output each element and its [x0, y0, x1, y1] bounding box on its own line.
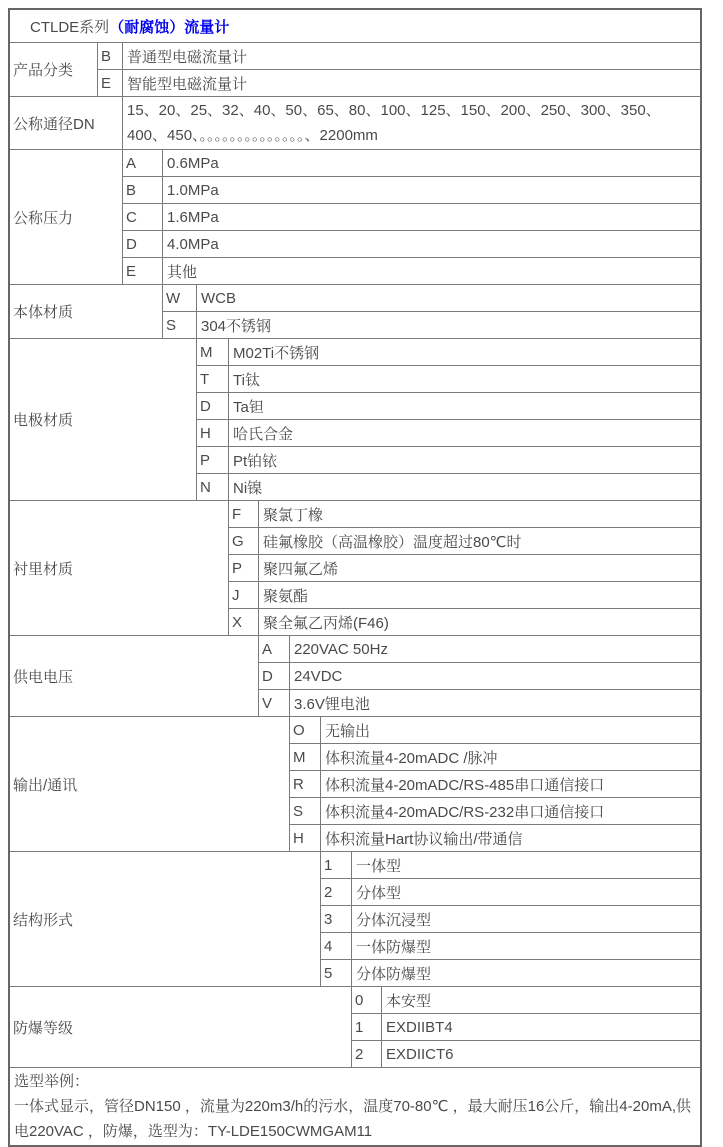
option-desc: 体积流量4-20mADC/RS-232串口通信接口	[325, 803, 605, 821]
option-desc: 普通型电磁流量计	[127, 48, 248, 66]
section-label: 公称压力	[10, 150, 123, 284]
section-nominal-diameter	[10, 96, 700, 149]
section-supply-voltage	[10, 635, 700, 716]
option-desc: 4.0MPa	[167, 235, 219, 253]
option-desc: 分体防爆型	[356, 965, 432, 983]
option-code: 2	[321, 879, 352, 905]
section-label: 结构形式	[10, 852, 321, 986]
option-row	[321, 932, 700, 959]
option-row	[352, 987, 700, 1013]
option-code: F	[229, 501, 259, 527]
option-row	[290, 797, 700, 824]
option-row	[290, 770, 700, 797]
option-code: M	[290, 744, 321, 770]
option-row	[229, 527, 700, 554]
option-row	[229, 554, 700, 581]
option-desc: 聚氨酯	[263, 587, 309, 605]
option-code: H	[290, 825, 321, 851]
option-row	[259, 689, 700, 716]
option-row	[259, 662, 700, 689]
option-row	[163, 311, 700, 338]
option-row	[123, 150, 700, 176]
option-code: 0	[352, 987, 382, 1013]
section-label: 公称通径DN	[10, 97, 123, 149]
option-desc: Ta钽	[233, 398, 264, 416]
option-row	[321, 905, 700, 932]
option-code: V	[259, 690, 290, 716]
option-code: D	[197, 393, 229, 419]
title-highlight-text: （耐腐蚀）流量计	[109, 18, 230, 36]
option-desc: 智能型电磁流量计	[127, 75, 248, 93]
section-label: 输出/通讯	[10, 717, 290, 851]
option-desc: 聚全氟乙丙烯(F46)	[263, 614, 389, 632]
option-code: A	[259, 636, 290, 662]
option-row	[98, 43, 700, 69]
option-desc: 本安型	[386, 992, 432, 1010]
option-row	[197, 446, 700, 473]
option-row	[229, 501, 700, 527]
option-row	[290, 743, 700, 770]
option-code: 2	[352, 1041, 382, 1067]
option-code: 3	[321, 906, 352, 932]
option-code: D	[259, 663, 290, 689]
section-label: 防爆等级	[10, 987, 352, 1067]
option-row	[197, 473, 700, 500]
option-desc: 硅氟橡胶（高温橡胶）温度超过80℃时	[263, 533, 522, 551]
option-desc: 体积流量Hart协议输出/带通信	[325, 830, 523, 848]
option-desc: 1.6MPa	[167, 208, 219, 226]
option-row	[229, 608, 700, 635]
section-label: 电极材质	[10, 339, 197, 500]
option-desc: 3.6V锂电池	[294, 695, 370, 713]
option-code: 4	[321, 933, 352, 959]
option-desc: 体积流量4-20mADC/RS-485串口通信接口	[325, 776, 605, 794]
option-desc: M02Ti不锈钢	[233, 344, 320, 362]
option-row	[321, 852, 700, 878]
option-code: X	[229, 609, 259, 635]
option-code: 1	[321, 852, 352, 878]
example-heading: 选型举例：	[14, 1073, 90, 1090]
option-code: E	[123, 258, 163, 284]
title-series-text: CTLDE系列	[30, 18, 110, 36]
option-row	[123, 257, 700, 284]
section-output-communication	[10, 716, 700, 851]
option-code: A	[123, 150, 163, 176]
option-row	[290, 717, 700, 743]
model-selection-table	[8, 8, 702, 1147]
option-code: T	[197, 366, 229, 392]
option-row	[321, 959, 700, 986]
option-row	[197, 365, 700, 392]
example-text: 一体式显示，管径DN150 ，流量为220m3/h的污水，温度70-80℃ ，最大耐压16公斤，输出4-20mA,供电220VAC ，防爆，选型为：TY-LDE150CWMGAM11	[14, 1098, 691, 1140]
option-code: S	[290, 798, 321, 824]
option-row	[197, 392, 700, 419]
option-desc: WCB	[201, 289, 236, 307]
option-row	[163, 285, 700, 311]
option-desc: Ti钛	[233, 371, 260, 389]
option-desc: 304不锈钢	[201, 317, 272, 335]
option-code: B	[98, 43, 123, 69]
option-row	[352, 1040, 700, 1067]
option-desc: 一体型	[356, 857, 402, 875]
section-explosion-proof-grade	[10, 986, 700, 1067]
section-electrode-material	[10, 338, 700, 500]
option-desc: Ni镍	[233, 479, 263, 497]
option-row	[352, 1013, 700, 1040]
option-code: D	[123, 231, 163, 257]
option-code: M	[197, 339, 229, 365]
section-lining-material	[10, 500, 700, 635]
option-code: C	[123, 204, 163, 230]
option-row	[123, 203, 700, 230]
option-desc: EXDIICT6	[386, 1045, 454, 1063]
option-row	[123, 176, 700, 203]
section-selection-example	[10, 1067, 700, 1145]
option-desc: 聚四氟乙烯	[263, 560, 339, 578]
option-desc: 1.0MPa	[167, 181, 219, 199]
option-row	[197, 419, 700, 446]
section-label: 衬里材质	[10, 501, 229, 635]
option-desc: 无输出	[325, 722, 371, 740]
option-code: P	[197, 447, 229, 473]
option-desc: 220VAC 50Hz	[294, 640, 388, 658]
option-desc: 哈氏合金	[233, 425, 294, 443]
section-label: 供电电压	[10, 636, 259, 716]
option-code: B	[123, 177, 163, 203]
option-row	[290, 824, 700, 851]
section-label: 本体材质	[10, 285, 163, 338]
option-row	[123, 230, 700, 257]
option-row	[98, 69, 700, 96]
option-code: J	[229, 582, 259, 608]
option-code: H	[197, 420, 229, 446]
option-code: O	[290, 717, 321, 743]
option-desc: 一体防爆型	[356, 938, 432, 956]
option-code: E	[98, 70, 123, 96]
option-row	[229, 581, 700, 608]
option-desc: 分体沉浸型	[356, 911, 432, 929]
option-code: N	[197, 474, 229, 500]
option-code: P	[229, 555, 259, 581]
option-desc: 聚氯丁橡	[263, 506, 324, 524]
option-row	[197, 339, 700, 365]
section-label: 产品分类	[10, 43, 98, 96]
diameter-values: 15、20、25、32、40、50、65、80、100、125、150、200、250、300、350、400、450、。。。。。。。。。。。。。。、2200mm	[127, 102, 661, 144]
option-row	[321, 878, 700, 905]
option-desc: 其他	[167, 263, 198, 281]
option-row	[259, 636, 700, 662]
option-code: W	[163, 285, 197, 311]
section-body-material	[10, 284, 700, 338]
option-code: S	[163, 312, 197, 338]
option-code: R	[290, 771, 321, 797]
section-structure-type	[10, 851, 700, 986]
option-code: 1	[352, 1014, 382, 1040]
option-desc: EXDIIBT4	[386, 1018, 453, 1036]
option-desc: 体积流量4-20mADC /脉冲	[325, 749, 498, 767]
option-desc: 分体型	[356, 884, 402, 902]
table-title	[10, 10, 700, 42]
option-code: 5	[321, 960, 352, 986]
section-nominal-pressure	[10, 149, 700, 284]
option-code: G	[229, 528, 259, 554]
option-desc: Pt铂铱	[233, 452, 278, 470]
option-desc: 0.6MPa	[167, 154, 219, 172]
section-product-category	[10, 42, 700, 96]
option-desc: 24VDC	[294, 667, 343, 685]
